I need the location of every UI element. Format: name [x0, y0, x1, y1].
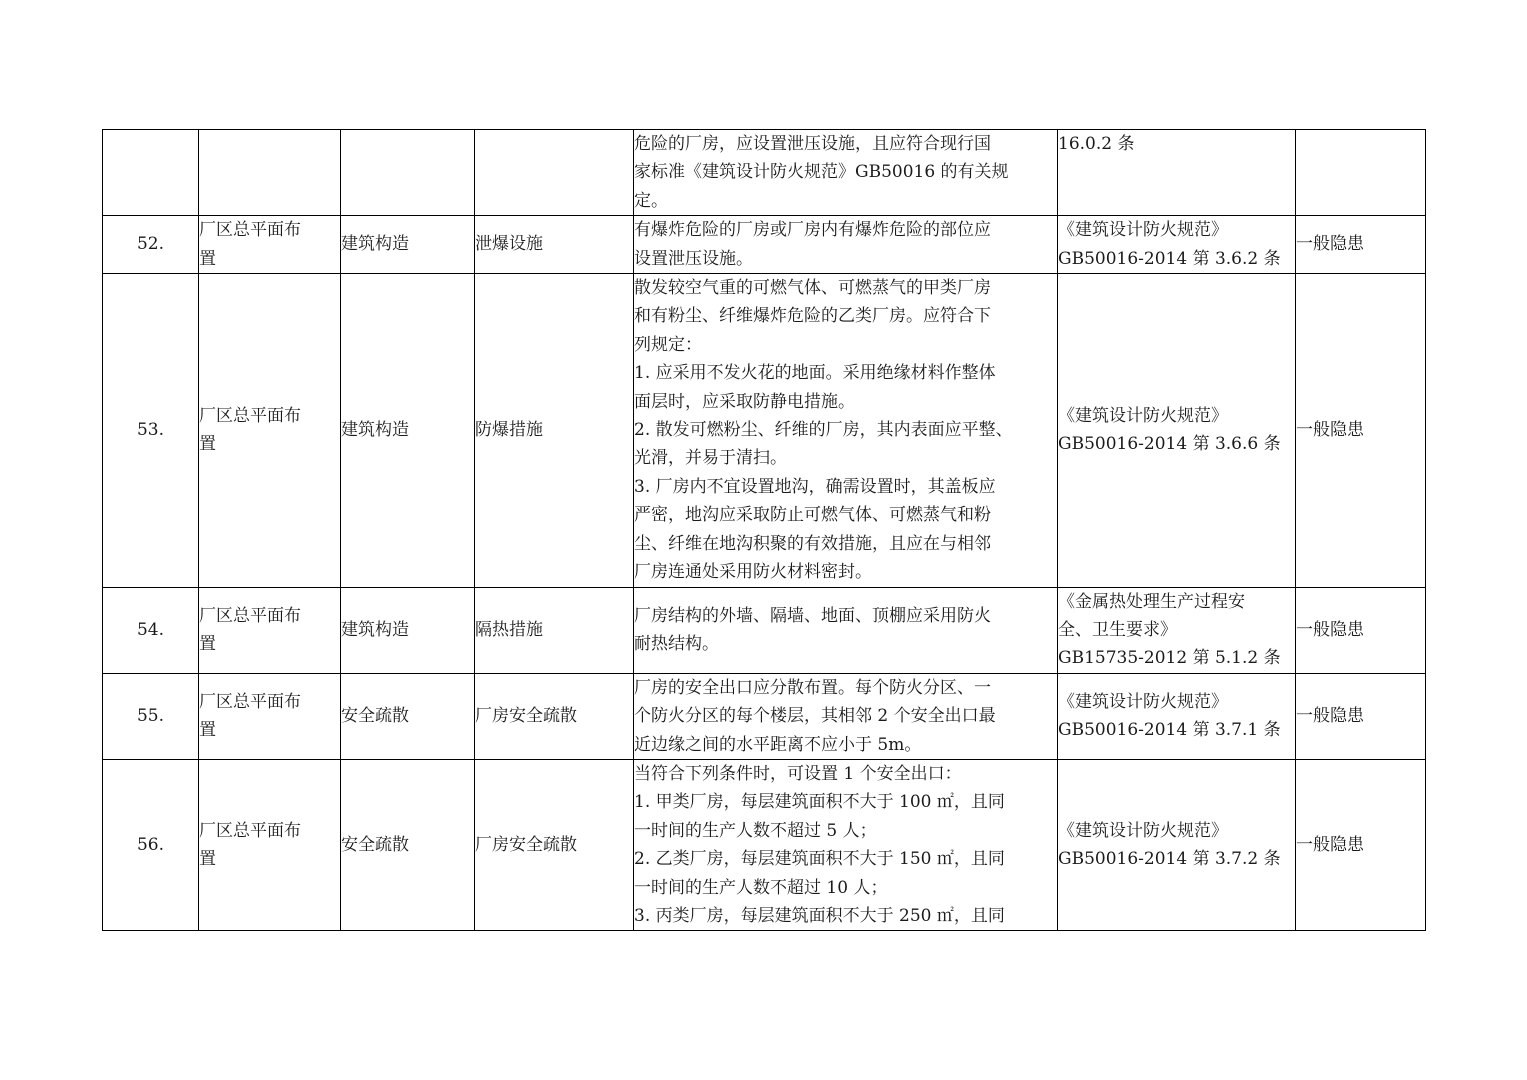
requirement-line: 1. 应采用不发火花的地面。采用绝缘材料作整体: [634, 363, 996, 384]
requirement-line: 一时间的生产人数不超过 10 人；: [634, 877, 888, 898]
regulation-table: [102, 129, 1426, 931]
basis-cell: [1058, 274, 1296, 587]
basis-cell: [1058, 216, 1296, 274]
item-cell: 安全疏散: [341, 673, 475, 759]
requirement-line: 3. 丙类厂房，每层建筑面积不大于 250 ㎡，且同: [634, 905, 1005, 926]
requirement-line: 耐热结构。: [634, 634, 719, 655]
basis-cell: [1058, 130, 1296, 216]
category-line: 置: [199, 634, 216, 655]
item-cell: 安全疏散: [341, 759, 475, 930]
category-cell: [199, 216, 341, 274]
table-row: [103, 759, 1426, 930]
hazard-level-cell: 一般隐患: [1296, 274, 1426, 587]
basis-line: GB15735-2012 第 5.1.2 条: [1058, 648, 1281, 669]
requirement-line: 面层时，应采取防静电措施。: [634, 391, 855, 412]
basis-line: 《建筑设计防火规范》: [1058, 691, 1228, 712]
category-line: 厂区总平面布: [199, 820, 301, 841]
basis-line: GB50016-2014 第 3.7.2 条: [1058, 849, 1281, 870]
hazard-level-cell: 一般隐患: [1296, 673, 1426, 759]
row-number-cell: 53.: [103, 274, 199, 587]
basis-line: 《建筑设计防火规范》: [1058, 220, 1228, 241]
basis-cell: [1058, 759, 1296, 930]
category-cell: [199, 673, 341, 759]
category-line: 置: [199, 434, 216, 455]
table-row: [103, 216, 1426, 274]
requirement-line: 设置泄压设施。: [634, 248, 753, 269]
requirement-cell: [634, 216, 1058, 274]
row-number-cell: 55.: [103, 673, 199, 759]
category-cell: [199, 759, 341, 930]
row-number-cell: 52.: [103, 216, 199, 274]
basis-line: GB50016-2014 第 3.6.2 条: [1058, 248, 1281, 269]
row-number-cell: 56.: [103, 759, 199, 930]
requirement-cell: [634, 587, 1058, 673]
sub-item-cell: [475, 130, 634, 216]
basis-cell: [1058, 587, 1296, 673]
requirement-line: 一时间的生产人数不超过 5 人；: [634, 820, 877, 841]
sub-item-cell: 厂房安全疏散: [475, 673, 634, 759]
category-cell: [199, 130, 341, 216]
requirement-line: 尘、纤维在地沟积聚的有效措施，且应在与相邻: [634, 533, 991, 554]
category-line: 厂区总平面布: [199, 691, 301, 712]
requirement-line: 1. 甲类厂房，每层建筑面积不大于 100 ㎡，且同: [634, 792, 1005, 813]
requirement-line: 和有粉尘、纤维爆炸危险的乙类厂房。应符合下: [634, 306, 991, 327]
basis-line: 全、卫生要求》: [1058, 619, 1177, 640]
requirement-cell: [634, 274, 1058, 587]
requirement-line: 光滑，并易于清扫。: [634, 448, 787, 469]
table-row: [103, 274, 1426, 587]
table-row: [103, 587, 1426, 673]
requirement-line: 散发较空气重的可燃气体、可燃蒸气的甲类厂房: [634, 278, 991, 299]
sub-item-cell: 防爆措施: [475, 274, 634, 587]
hazard-level-cell: 一般隐患: [1296, 216, 1426, 274]
category-line: 置: [199, 849, 216, 870]
hazard-level-cell: 一般隐患: [1296, 587, 1426, 673]
item-cell: 建筑构造: [341, 216, 475, 274]
category-line: 置: [199, 248, 216, 269]
item-cell: 建筑构造: [341, 274, 475, 587]
basis-line: GB50016-2014 第 3.6.6 条: [1058, 434, 1281, 455]
requirement-line: 2. 乙类厂房，每层建筑面积不大于 150 ㎡，且同: [634, 849, 1005, 870]
category-line: 厂区总平面布: [199, 605, 301, 626]
row-number-cell: 54.: [103, 587, 199, 673]
requirement-line: 个防火分区的每个楼层，其相邻 2 个安全出口最: [634, 706, 996, 727]
category-line: 厂区总平面布: [199, 405, 301, 426]
requirement-line: 当符合下列条件时，可设置 1 个安全出口：: [634, 763, 962, 784]
requirement-line: 严密，地沟应采取防止可燃气体、可燃蒸气和粉: [634, 505, 991, 526]
basis-line: 《金属热处理生产过程安: [1058, 591, 1245, 612]
basis-line: GB50016-2014 第 3.7.1 条: [1058, 720, 1281, 741]
basis-line: 16.0.2 条: [1058, 134, 1135, 154]
requirement-line: 列规定：: [634, 334, 702, 355]
hazard-level-cell: 一般隐患: [1296, 759, 1426, 930]
category-cell: [199, 587, 341, 673]
category-line: 厂区总平面布: [199, 220, 301, 241]
requirement-cell: [634, 759, 1058, 930]
requirement-cell: [634, 130, 1058, 216]
requirement-line: 厂房的安全出口应分散布置。每个防火分区、一: [634, 677, 991, 698]
item-cell: [341, 130, 475, 216]
category-line: 置: [199, 720, 216, 741]
category-cell: [199, 274, 341, 587]
requirement-line: 2. 散发可燃粉尘、纤维的厂房，其内表面应平整、: [634, 420, 1013, 441]
table-row: [103, 673, 1426, 759]
requirement-line: 厂房结构的外墙、隔墙、地面、顶棚应采用防火: [634, 605, 991, 626]
requirement-line: 定。: [634, 190, 668, 211]
basis-line: 《建筑设计防火规范》: [1058, 820, 1228, 841]
requirement-line: 厂房连通处采用防火材料密封。: [634, 562, 872, 583]
sub-item-cell: 厂房安全疏散: [475, 759, 634, 930]
basis-cell: [1058, 673, 1296, 759]
requirement-line: 近边缘之间的水平距离不应小于 5m。: [634, 734, 922, 755]
hazard-level-cell: [1296, 130, 1426, 216]
requirement-cell: [634, 673, 1058, 759]
requirement-line: 3. 厂房内不宜设置地沟，确需设置时，其盖板应: [634, 476, 996, 497]
requirement-line: 危险的厂房，应设置泄压设施，且应符合现行国: [634, 134, 991, 154]
sub-item-cell: 泄爆设施: [475, 216, 634, 274]
requirement-line: 有爆炸危险的厂房或厂房内有爆炸危险的部位应: [634, 220, 991, 241]
row-number-cell: [103, 130, 199, 216]
sub-item-cell: 隔热措施: [475, 587, 634, 673]
basis-line: 《建筑设计防火规范》: [1058, 405, 1228, 426]
table-row: [103, 130, 1426, 216]
requirement-line: 家标准《建筑设计防火规范》GB50016 的有关规: [634, 162, 1009, 183]
item-cell: 建筑构造: [341, 587, 475, 673]
